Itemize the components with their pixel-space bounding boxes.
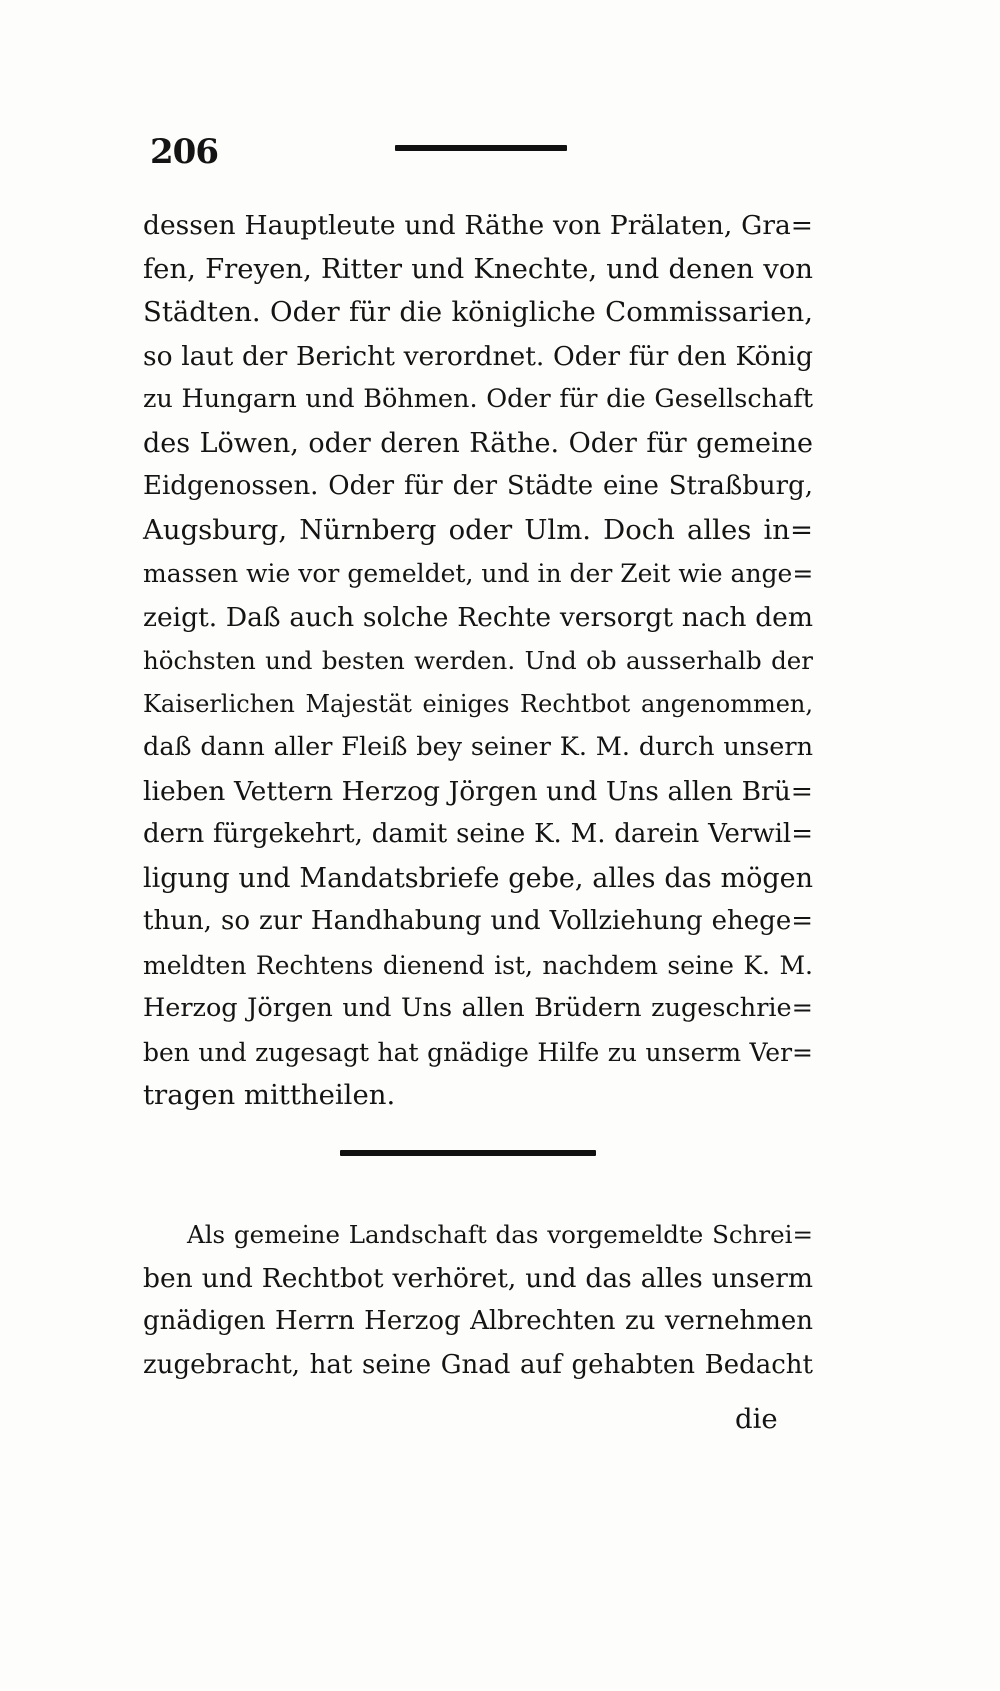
text-line: dessen Hauptleute und Räthe von Prälaten, Gra= — [143, 210, 813, 241]
header-rule — [395, 145, 567, 151]
catchword: die — [735, 1403, 778, 1435]
text-line: Als gemeine Landschaft das vorgemeldte Schrei= — [187, 1220, 813, 1249]
text-line: Herzog Jörgen und Uns allen Brüdern zugeschrie= — [143, 993, 813, 1023]
text-line: Kaiserlichen Majestät einiges Rechtbot angenommen, — [143, 689, 813, 718]
text-line: dern fürgekehrt, damit seine K. M. darein Verwil= — [143, 819, 813, 849]
text-line: ligung und Mandatsbriefe gebe, alles das mögen — [143, 862, 813, 894]
text-line: zu Hungarn und Böhmen. Oder für die Gesellschaft — [143, 384, 813, 414]
text-line: Eidgenossen. Oder für der Städte eine Straßburg, — [143, 471, 813, 501]
text-line: lieben Vettern Herzog Jörgen und Uns allen Brü= — [143, 775, 813, 807]
paragraph-1 — [143, 204, 813, 1118]
text-line: fen, Freyen, Ritter und Knechte, und denen von — [143, 252, 813, 285]
text-line: gnädigen Herrn Herzog Albrechten zu vernehmen — [143, 1306, 813, 1336]
text-line: Städten. Oder für die königliche Commissarien, — [143, 296, 813, 328]
text-line: Augsburg, Nürnberg oder Ulm. Doch alles in= — [143, 513, 813, 546]
text-line: massen wie vor gemeldet, und in der Zeit wie ange= — [143, 559, 814, 588]
section-divider — [340, 1150, 596, 1156]
text-line: tragen mittheilen. — [143, 1079, 396, 1111]
text-line: meldten Rechtens dienend ist, nachdem seine K. M. — [143, 950, 813, 980]
text-line: zugebracht, hat seine Gnad auf gehabten Bedacht — [143, 1349, 813, 1380]
text-line: daß dann aller Fleiß bey seiner K. M. durch unsern — [143, 732, 813, 762]
text-line: zeigt. Daß auch solche Rechte versorgt nach dem — [143, 601, 813, 633]
text-line: höchsten und besten werden. Und ob ausserhalb der — [143, 646, 813, 675]
text-line: des Löwen, oder deren Räthe. Oder für gemeine — [143, 427, 813, 459]
text-line: so laut der Bericht verordnet. Oder für den König — [143, 340, 813, 372]
paragraph-2 — [143, 1213, 813, 1387]
text-line: ben und Rechtbot verhöret, und das alles unserm — [143, 1262, 813, 1294]
text-line: thun, so zur Handhabung und Vollziehung ehege= — [143, 906, 813, 936]
text-line: ben und zugesagt hat gnädige Hilfe zu unserm Ver= — [143, 1037, 813, 1067]
page-number: 206 — [150, 132, 218, 172]
